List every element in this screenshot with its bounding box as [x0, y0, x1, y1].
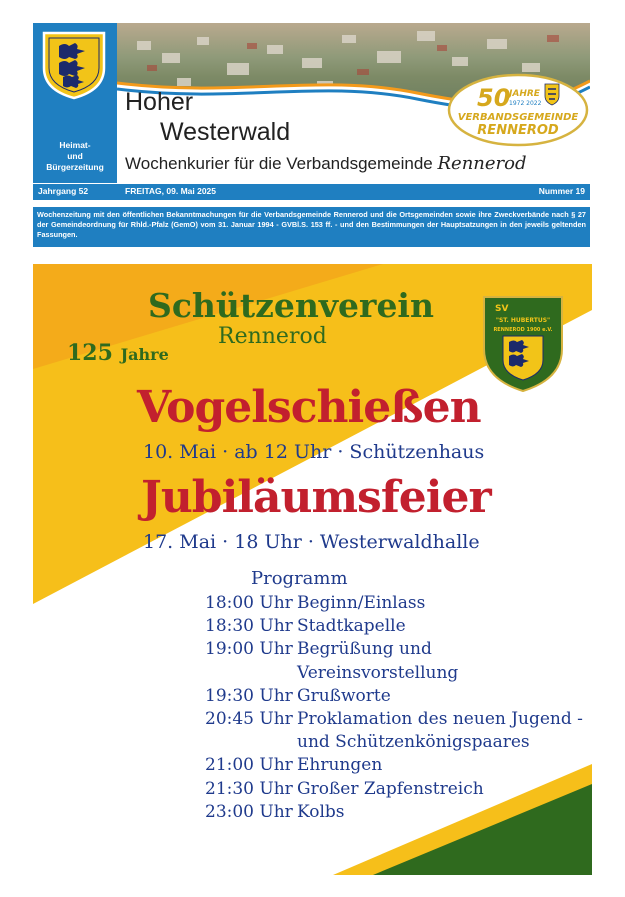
program-time: 23:00 Uhr	[205, 801, 293, 822]
event-poster	[33, 264, 592, 875]
sidebar-line1: Heimat-	[59, 140, 91, 150]
program-title: Beginn/Einlass	[297, 593, 426, 613]
legal-notice: Wochenzeitung mit den öffentlichen Bekanntmachungen für die Verbandsgemeinde Rennerod und die Ortsgemeinden sowie ihre Zweckverbände nach § 27 der Gemeindeordnung für Rhld.-Pfalz (GemO) vom 31. Januar 1994 - GVBl.S. 153 ff. - und den Bestimmungen der Hauptsatzungen in den jeweils geltenden Fassungen.	[33, 207, 590, 247]
anniversary-label	[67, 340, 169, 366]
anniversary-number: 125	[67, 340, 113, 366]
small-crest-icon	[545, 84, 559, 105]
jubilee-badge	[447, 72, 590, 148]
lion-shield-icon	[503, 336, 543, 380]
newspaper-title-line2: Westerwald	[160, 118, 291, 146]
sidebar-label	[33, 140, 117, 173]
program-title: Grußworte	[297, 685, 391, 706]
program-title: Stadtkapelle	[297, 616, 406, 637]
event2-detail: 17. Mai · 18 Uhr · Westerwaldhalle	[143, 531, 480, 553]
sidebar-line2: und	[67, 151, 83, 161]
jubilee-number: 50	[477, 84, 511, 112]
badge-name: "ST. HUBERTUS"	[495, 317, 551, 324]
program-title: Großer Zapfenstreich	[297, 778, 484, 799]
newspaper-subtitle	[125, 153, 527, 174]
program-time: 20:45 Uhr	[205, 709, 293, 729]
program-time: 18:00 Uhr	[205, 593, 293, 613]
subtitle-town: Rennerod	[437, 153, 527, 174]
newspaper-title-line1: Hoher	[125, 88, 194, 116]
jubilee-word: JAHRE	[509, 89, 540, 99]
club-town: Rennerod	[218, 324, 327, 349]
program-time: 21:00 Uhr	[205, 755, 293, 776]
subtitle-text: Wochenkurier für die Verbandsgemeinde	[125, 154, 433, 173]
anniversary-word: Jahre	[120, 345, 169, 364]
event1-title: Vogelschießen	[137, 382, 481, 433]
event1-detail: 10. Mai · ab 12 Uhr · Schützenhaus	[143, 441, 485, 463]
volume-label: Jahrgang 52	[38, 186, 89, 196]
sidebar-line3: Bürgerzeitung	[46, 162, 104, 172]
badge-place: RENNEROD 1900 e.V.	[493, 327, 553, 333]
jubilee-line2: RENNEROD	[477, 123, 559, 138]
program-title: Begrüßung und	[297, 639, 432, 660]
club-shield-badge	[481, 294, 565, 394]
program-title: Ehrungen	[297, 755, 383, 776]
program-list	[205, 592, 585, 832]
issue-info-bar	[33, 184, 590, 200]
coat-of-arms-icon	[41, 30, 107, 100]
issue-number: Nummer 19	[538, 186, 585, 196]
jubilee-line1: VERBANDSGEMEINDE	[457, 112, 579, 123]
program-time: 21:30 Uhr	[205, 778, 293, 799]
badge-sv: SV	[495, 304, 509, 314]
program-time: 18:30 Uhr	[205, 616, 293, 637]
program-time: 19:00 Uhr	[205, 639, 293, 660]
program-heading: Programm	[251, 568, 348, 589]
jubilee-years: 1972 2022	[509, 100, 542, 107]
program-time: 19:30 Uhr	[205, 685, 293, 706]
event2-title: Jubiläumsfeier	[141, 472, 491, 523]
issue-date: FREITAG, 09. Mai 2025	[125, 186, 217, 196]
club-name: Schützenverein	[148, 286, 434, 325]
program-title: Proklamation des neuen Jugend -	[297, 709, 583, 729]
program-title: und Schützenkönigspaares	[297, 732, 530, 753]
program-title: Vereinsvorstellung	[297, 662, 459, 683]
program-title: Kolbs	[297, 801, 345, 822]
